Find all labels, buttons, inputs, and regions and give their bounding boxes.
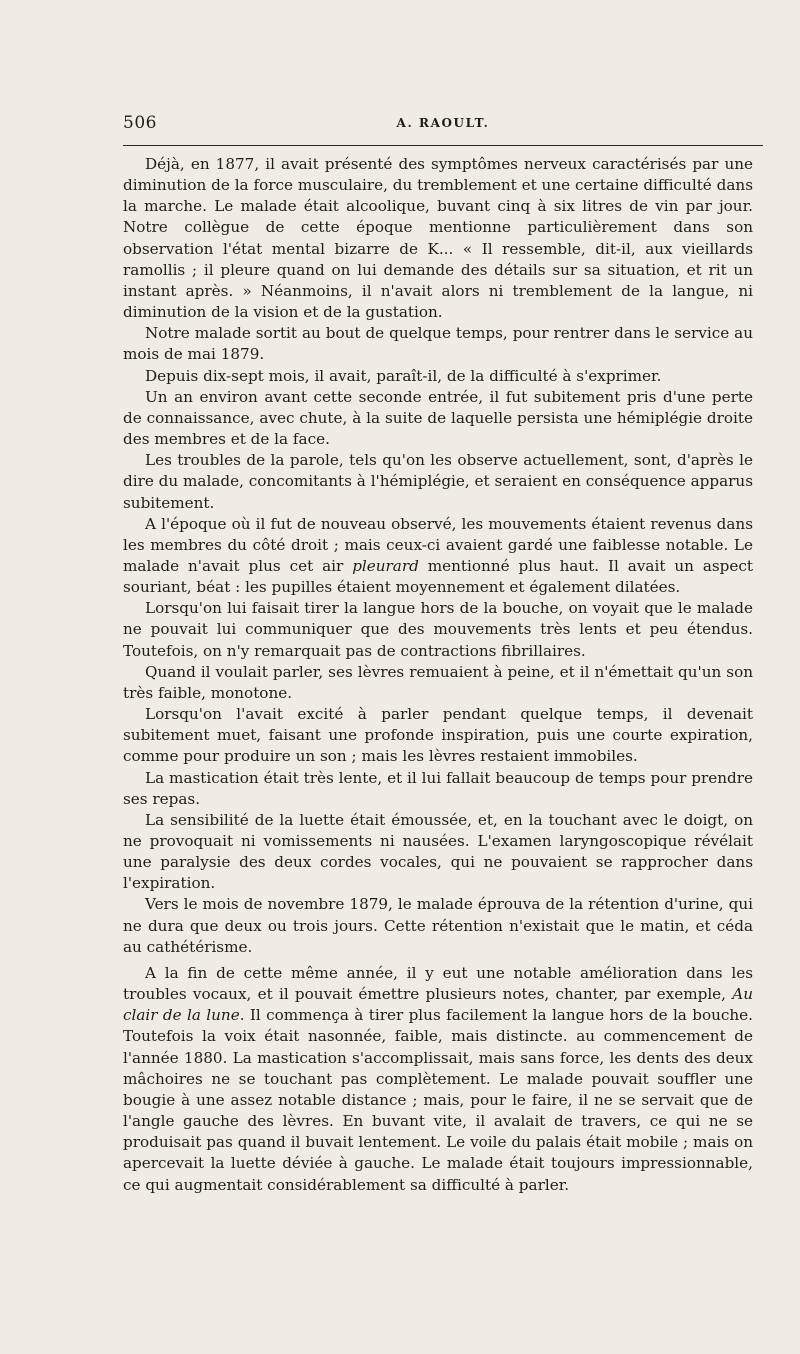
text-run: Déjà, en 1877, il avait présenté des symptômes nerveux caractérisés par une diminution de la force musculaire, du tremblement et une certaine difficulté dans la marche. Le malade était alcoolique, buvant cinq à six litres de vin par jour. Notre collègue de cette époque mentionne particulièrement dans son observation l'état mental bizarre de K... « Il ressemble, dit-il, aux vieillards ramollis ; il pleure quand on lui demande des détails sur sa situation, et rit un instant après. » Néanmoins, il n'avait alors ni tremblement de la langue, ni diminution de la vision et de la gustation.	[123, 155, 753, 322]
paragraph	[123, 387, 753, 450]
text-run: Vers le mois de novembre 1879, le malade éprouva de la rétention d'urine, qui ne dura que deux ou trois jours. Cette rétention n'existait que le matin, et céda au cathétérisme.	[123, 895, 753, 956]
text-run: mentionné plus haut. Il avait un aspect souriant, béat : les pupilles étaient moyennement et également dilatées.	[123, 556, 754, 597]
paragraph	[123, 810, 753, 895]
text-run: A la fin de cette même année, il y eut une notable amélioration dans les troubles vocaux, et il pouvait émettre plusieurs notes, chanter, par exemple,	[123, 963, 753, 1004]
text-run: Un an environ avant cette seconde entrée, il fut subitement pris d'une perte de connaissance, avec chute, à la suite de laquelle persista une hémiplégie droite des membres et de la face.	[123, 387, 753, 449]
paragraph	[123, 704, 753, 767]
paragraph	[123, 366, 753, 387]
paragraph	[123, 154, 753, 323]
text-run: Lorsqu'on l'avait excité à parler pendant quelque temps, il devenait subitement muet, faisant une profonde inspiration, puis une courte expiration, comme pour produire un son ; mais les lèvres restaient immobiles.	[123, 705, 753, 766]
text-run: La sensibilité de la luette était émoussée, et, en la touchant avec le doigt, on ne provoquait ni vomissements ni nausées. L'examen laryngoscopique révélait une paralysie des deux cordes vocales, qui ne pouvaient se rapprocher dans l'expiration.	[123, 810, 753, 893]
text-run: Les troubles de la parole, tels qu'on les observe actuellement, sont, d'après le dire du malade, concomitants à l'hémiplégie, et seraient en conséquence apparus subitement.	[123, 451, 753, 512]
paragraph	[123, 768, 753, 810]
paragraph	[123, 514, 753, 599]
text-run: . Il commença à tirer plus facilement la langue hors de la bouche. Toutefois la voix était nasonnée, faible, mais distincte. au commencement de l'année 1880. La mastication s'accomplissait, mais sans force, les dents des deux mâchoires ne se touchant pas complètement. Le malade pouvait souffler une bougie à une assez notable distance ; mais, pour le faire, il ne se servait que de l'angle gauche des lèvres. En buvant vite, il avalait de travers, ce qui ne se produisait pas quand il buvait lentement. Le voile du palais était mobile ; mais on apercevait la luette déviée à gauche. Le malade était toujours impressionnable, ce qui augmentait considérablement sa difficulté à parler.	[123, 1006, 753, 1194]
text-run: Depuis dix-sept mois, il avait, paraît-il, de la difficulté à s'exprimer.	[145, 366, 662, 385]
italic-text: Au clair de la lune	[123, 985, 753, 1025]
paragraph	[123, 963, 753, 1196]
paragraph	[123, 662, 753, 704]
text-run: Notre malade sortit au bout de quelque temps, pour rentrer dans le service au mois de mai 1879.	[123, 324, 753, 364]
italic-text: pleurard	[352, 556, 419, 575]
paragraph	[123, 598, 753, 661]
text-run: La mastication était très lente, et il lui fallait beaucoup de temps pour prendre ses repas.	[123, 768, 753, 808]
body-text	[123, 154, 753, 1196]
page-number: 506	[123, 113, 157, 133]
text-run: Quand il voulait parler, ses lèvres remuaient à peine, et il n'émettait qu'un son très faible, monotone.	[123, 662, 753, 702]
text-run: A l'époque où il fut de nouveau observé, les mouvements étaient revenus dans les membres du côté droit ; mais ceux-ci avaient gardé une faiblesse notable. Le malade n'avait plus cet air	[123, 514, 753, 575]
paragraph	[123, 894, 753, 957]
paragraph	[123, 450, 753, 513]
paragraph	[123, 323, 753, 365]
running-head-author: A. RAOULT.	[396, 116, 490, 130]
header-rule	[123, 145, 763, 146]
running-head	[123, 113, 763, 137]
text-run: Lorsqu'on lui faisait tirer la langue hors de la bouche, on voyait que le malade ne pouvait lui communiquer que des mouvements très lents et peu étendus. Toutefois, on n'y remarquait pas de contractions fibrillaires.	[123, 599, 753, 660]
